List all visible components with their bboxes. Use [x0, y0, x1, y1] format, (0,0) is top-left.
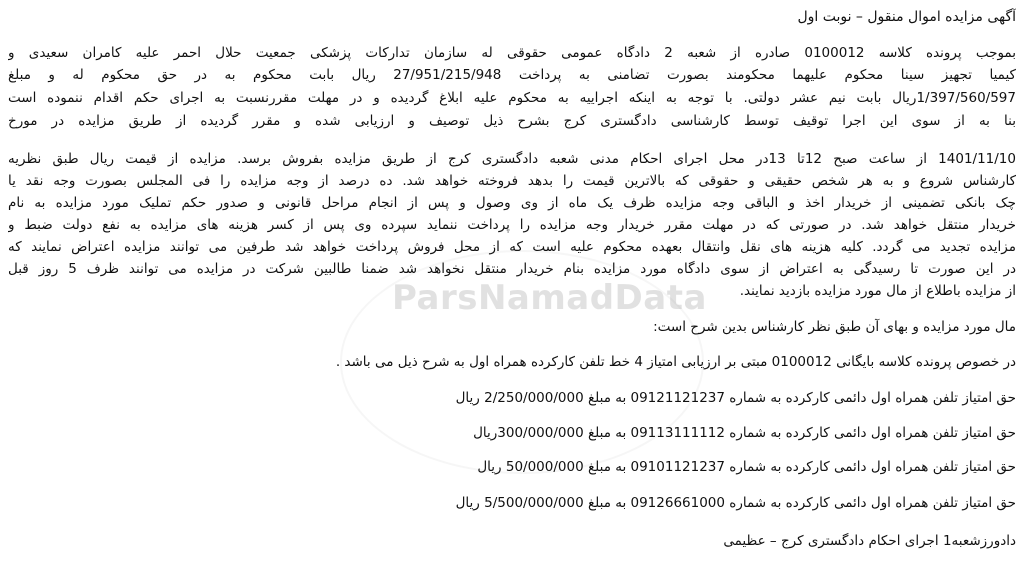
paragraph-line: خریدار منتقل خواهد شد. در صورتی که در مهلت مقرر خریدار وجه مزایده را پرداخت ننماید سپرده وی پس از کسر هزینه های مزایده به نفع دولت ضبط و — [8, 217, 1016, 233]
paragraph-line: بنا به از سوی این اجرا توقیف توسط کارشناسی دادگستری کرج بشرح ذیل توصیف و ارزیابی شده و مقرر گردیده از طریق مزایده در مورخ — [8, 113, 1016, 129]
paragraph-line: کیمیا تجهیز سینا محکوم علیهما محکومند بصورت تضامنی به پرداخت 27/951/215/948 ریال بابت محکوم به در حق محکوم له و مبلغ — [8, 67, 1016, 83]
notice-title: آگهی مزایده اموال منقول – نوبت اول — [797, 9, 1016, 25]
paragraph-line: بموجب پرونده کلاسه 0100012 صادره از شعبه 2 دادگاه عمومی حقوقی له سازمان تدارکات پزشکی جمعیت حلال احمر علیه کامران سعیدی و — [8, 45, 1016, 61]
auction-item: حق امتیاز تلفن همراه اول دائمی کارکرده به شماره 09126661000 به مبلغ 5/500/000/000 ریال — [455, 495, 1016, 511]
paragraph-line: مزایده تجدید می گردد. کلیه هزینه های نقل وانتقال بعهده محکوم علیه است که از محل فروش پرداخت خواهد شد طرفین می توانند مزایده اعتراض نمایند که — [8, 239, 1016, 255]
paragraph-line: 1/397/560/597ریال بابت نیم عشر دولتی. با توجه به اینکه اجراییه به محکوم علیه ابلاغ گردیده و در مهلت مقررنسبت به اجرای حکم اقدام ننموده است — [8, 90, 1016, 106]
paragraph-line: در این صورت تا رسیدگی به اعتراض از سوی دادگاه مورد مزایده بنام خریدار منتقل نخواهد شد ضمنا طالبین شرکت در مزایده می توانند ظرف 5 روز قبل — [8, 261, 1016, 277]
paragraph-line: چک بانکی تضمینی از خریدار اخذ و الباقی وجه مزایده ظرف یک ماه از وی وصول و پس از انجام مراحل قانونی و صدور حکم تملیک مورد مزایده به نام — [8, 195, 1016, 211]
file-intro: در خصوص پرونده کلاسه بایگانی 0100012 مبتی بر ارزیابی امتیاز 4 خط تلفن کارکرده همراه اول به شرح ذیل می باشد . — [335, 354, 1016, 370]
watermark-brand: ParsNamadData — [392, 278, 707, 318]
paragraph-line: 1401/11/10 از ساعت صبح 12تا 13در محل اجرای احکام مدنی شعبه دادگستری کرج از طریق مزایده بفروش برسد. مزایده از قیمت ریال طبق نظریه — [8, 151, 1016, 167]
paragraph-line: از مزایده باطلاع از مال مورد مزایده بازدید نمایند. — [739, 283, 1016, 299]
signature: دادورزشعبه1 اجرای احکام دادگستری کرج – عظیمی — [723, 533, 1016, 549]
paragraph-line: کارشناس شروع و به هر شخص حقیقی و حقوقی که بالاترین قیمت را بدهد فروخته خواهد شد. ده درصد از وجه مزایده را فی المجلس بصورت وجه نقد یا — [8, 173, 1016, 189]
auction-item: حق امتیاز تلفن همراه اول دائمی کارکرده به شماره 09121121237 به مبلغ 2/250/000/000 ریال — [455, 390, 1016, 406]
auction-item: حق امتیاز تلفن همراه اول دائمی کارکرده به شماره 09113111112 به مبلغ 300/000/000ریال — [473, 425, 1016, 441]
property-intro: مال مورد مزایده و بهای آن طبق نظر کارشناس بدین شرح است: — [653, 319, 1016, 335]
auction-item: حق امتیاز تلفن همراه اول دائمی کارکرده به شماره 09101121237 به مبلغ 50/000/000 ریال — [477, 459, 1016, 475]
